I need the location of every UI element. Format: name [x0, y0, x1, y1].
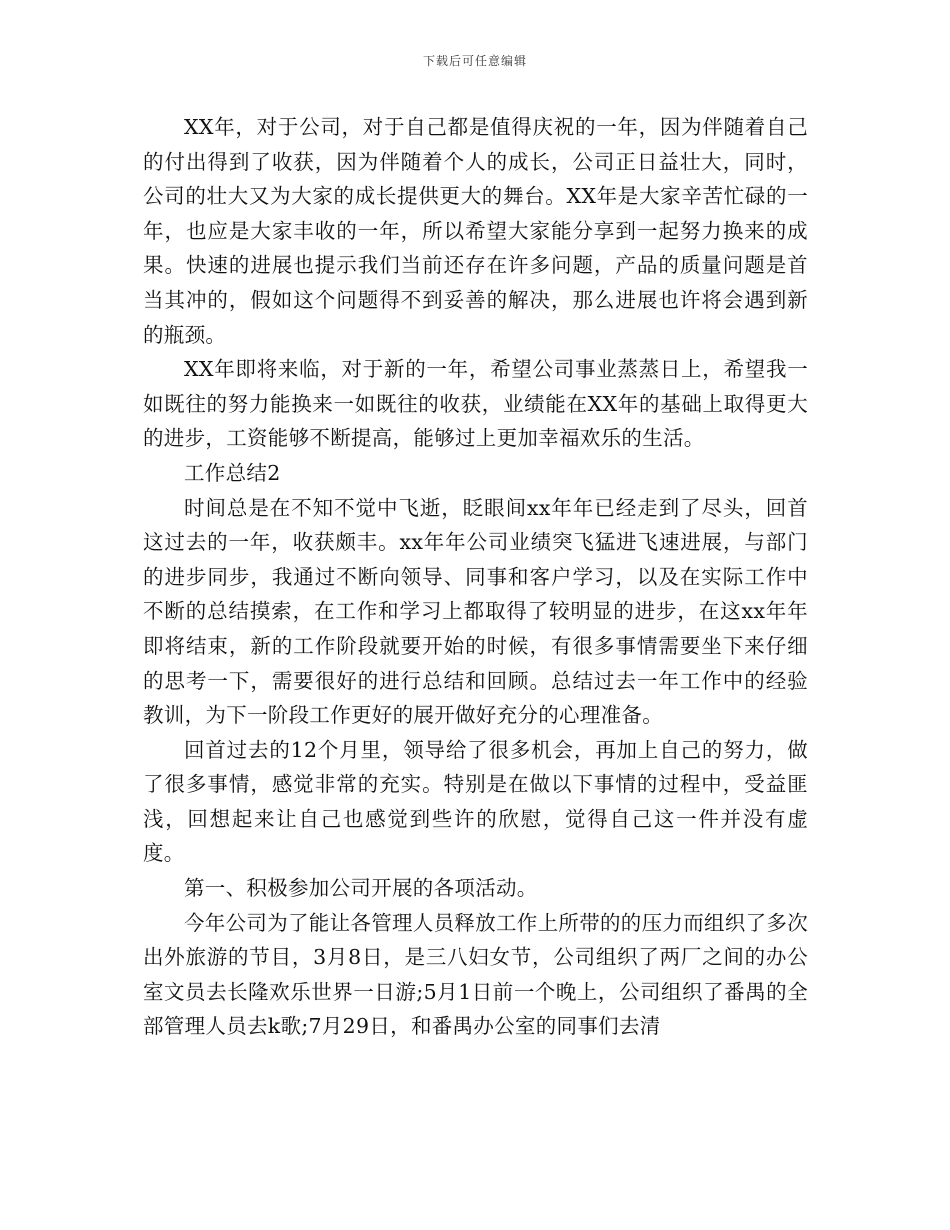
section-heading: 工作总结2 — [184, 460, 281, 485]
paragraph-1: XX年，对于公司，对于自己都是值得庆祝的一年，因为伴随着自己的付出得到了收获，因为伴随着个人的成长，公司正日益壮大，同时，公司的壮大又为大家的成长提供更大的舞台。XX年是大家辛苦忙碌的一年，也应是大家丰收的一年，所以希望大家能分享到一起努力换来的成果。快速的进展也提示我们当前还存在许多问题，产品的质量问题是首当其冲的，假如这个问题得不到妥善的解决，那么进展也许将会遇到新的瓶颈。 — [143, 115, 808, 347]
paragraph-3: 时间总是在不知不觉中飞逝，眨眼间xx年年已经走到了尽头，回首这过去的一年，收获颇丰。xx年年公司业绩突飞猛进飞速进展，与部门的进步同步，我通过不断向领导、同事和客户学习，以及在实际工作中不断的总结摸索，在工作和学习上都取得了较明显的进步，在这xx年年即将结束，新的工作阶段就要开始的时候，有很多事情需要坐下来仔细的思考一下，需要很好的进行总结和回顾。总结过去一年工作中的经验教训，为下一阶段工作更好的展开做好充分的心理准备。 — [143, 495, 808, 728]
paragraph-2: XX年即将来临，对于新的一年，希望公司事业蒸蒸日上，希望我一如既往的努力能换来一如既往的收获，业绩能在XX年的基础上取得更大的进步，工资能够不断提高，能够过上更加幸福欢乐的生活。 — [143, 357, 808, 451]
document-body — [143, 110, 808, 1044]
paragraph-5: 今年公司为了能让各管理人员释放工作上所带的的压力而组织了多次出外旅游的节目，3月8日，是三八妇女节，公司组织了两厂之间的办公室文员去长隆欢乐世界一日游;5月1日前一个晚上，公司组织了番禺的全部管理人员去k歌;7月29日，和番禺办公室的同事们去清 — [143, 910, 808, 1039]
subheading-first: 第一、积极参加公司开展的各项活动。 — [184, 876, 538, 901]
paragraph-4: 回首过去的12个月里，领导给了很多机会，再加上自己的努力，做了很多事情，感觉非常的充实。特别是在做以下事情的过程中，受益匪浅，回想起来让自己也感觉到些许的欣慰，觉得自己这一件并没有虚度。 — [143, 737, 808, 866]
page-header: 下载后可任意编辑 — [422, 54, 527, 68]
